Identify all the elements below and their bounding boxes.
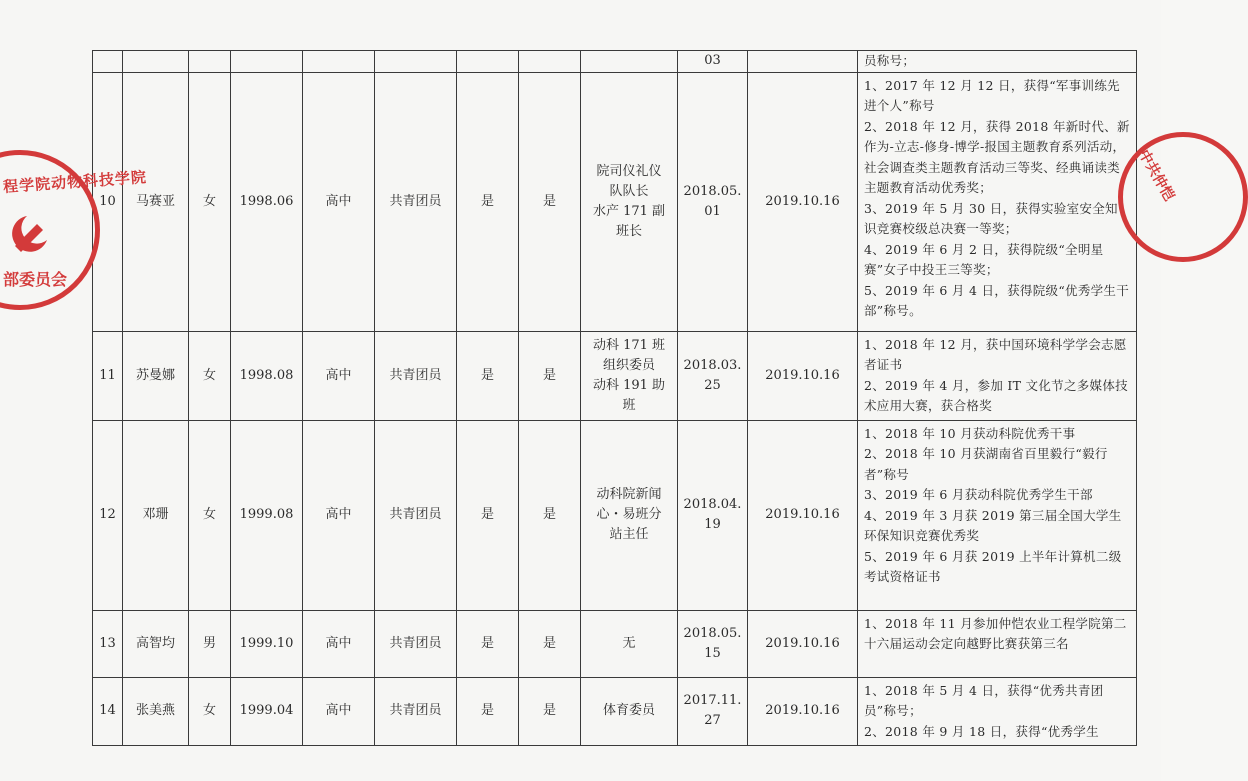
position-line: 班 [622,397,636,413]
join-date-line: 2018.04. [683,497,742,512]
member-name-cell: 马赛亚 [123,72,189,331]
table-row [93,610,1137,677]
table-row-top [93,51,1137,73]
position-line: 动科院新闻 [596,487,662,502]
awards-cell: 员称号； [858,51,1137,73]
position-line: 动科 171 班 [592,337,666,353]
date-cell: 2019.10.16 [748,420,858,610]
table-row [93,72,1137,331]
join-date-line: 25 [704,377,721,393]
qualified-1-cell: 是 [457,331,519,420]
award-item: 5、2019 年 6 月获 2019 上半年计算机二级考试资格证书 [864,548,1122,584]
table-row [93,677,1137,746]
date-cell: 2019.10.16 [748,72,858,331]
join-date-line: 15 [704,645,721,661]
position-line: 班长 [615,223,642,239]
birth-date-cell: 1999.04 [231,677,303,746]
join-date-line: 2017.11. [683,693,742,709]
qualified-1-cell: 是 [457,72,519,331]
award-item: 2、2018 年 12 月，获得 2018 年新时代、新作为-立志-修身-博学-报国主题教育系列活动，社会调查类主题教育活动三等奖、经典诵读类主题教育活动优秀奖； [864,118,1130,195]
political-status-cell: 共青团员 [375,610,457,677]
stamp-bottom-text: 部委员会 [3,270,68,289]
award-item: 2、2018 年 9 月 18 日，获得“优秀学生 [864,723,1099,739]
award-item: 3、2019 年 5 月 30 日，获得实验室安全知识竞赛校级总决赛一等奖； [864,200,1118,236]
position-line: 体育委员 [602,703,655,719]
award-item: 1、2017 年 12 月 12 日，获得“军事训练先进个人”称号 [864,77,1120,113]
qualified-2-cell: 是 [519,677,581,746]
date-cell: 2019.10.16 [748,610,858,677]
award-item: 1、2018 年 10 月获动科院优秀干事 [864,425,1076,441]
position-cell [581,420,678,610]
award-item: 1、2018 年 5 月 4 日，获得“优秀共青团员”称号； [864,682,1104,718]
row-number-cell: 10 [93,72,123,331]
member-table [92,50,1137,746]
birth-date-cell: 1998.08 [231,331,303,420]
gender-cell: 女 [189,331,231,420]
birth-date-cell: 1999.10 [231,610,303,677]
member-name-cell: 苏曼娜 [123,331,189,420]
award-item: 1、2018 年 11 月参加仲恺农业工程学院第二十六届运动会定向越野比赛获第三名 [864,615,1127,651]
join-date-cell [678,420,748,610]
education-cell: 高中 [303,72,375,331]
qualified-2-cell: 是 [519,331,581,420]
table-row [93,420,1137,610]
stamp-ring-text-right: 中共仲恺 [1135,147,1178,204]
position-line: 心・易班分 [596,507,662,522]
birth-date-cell: 1999.08 [231,420,303,610]
gender-cell: 女 [189,72,231,331]
join-date-cell [678,677,748,746]
qualified-2-cell: 是 [519,72,581,331]
join-date-cell: 03 [678,51,748,73]
row-number-cell: 13 [93,610,123,677]
position-line: 组织委员 [602,357,655,373]
award-item: 2、2018 年 10 月获湖南省百里毅行“毅行者”称号 [864,446,1108,482]
gender-cell: 男 [189,610,231,677]
join-date-line: 01 [704,203,721,219]
political-status-cell: 共青团员 [375,72,457,331]
award-item: 3、2019 年 6 月获动科院优秀学生干部 [864,487,1093,502]
education-cell: 高中 [303,331,375,420]
gender-cell: 女 [189,420,231,610]
awards-cell [858,420,1137,610]
award-item: 4、2019 年 6 月 2 日，获得院级“全明星赛”女子中投王三等奖； [864,241,1104,277]
join-date-cell [678,610,748,677]
join-date-cell [678,72,748,331]
row-number-cell: 11 [93,331,123,420]
education-cell: 高中 [303,420,375,610]
award-item: 2、2019 年 4 月，参加 IT 文化节之多媒体技术应用大赛，获合格奖 [864,377,1128,413]
position-line: 院司仪礼仪 [596,163,662,179]
qualified-1-cell: 是 [457,610,519,677]
position-line: 水产 171 副 [592,203,666,219]
party-stamp-right [1118,132,1248,262]
stamp-ring-text: 程学院动物科技学院 [2,167,148,196]
education-cell: 高中 [303,677,375,746]
date-cell: 2019.10.16 [748,331,858,420]
awards-cell [858,677,1137,746]
qualified-1-cell: 是 [457,420,519,610]
position-cell [581,677,678,746]
date-cell: 2019.10.16 [748,677,858,746]
row-number-cell: 14 [93,677,123,746]
qualified-2-cell: 是 [519,610,581,677]
award-item: 4、2019 年 3 月获 2019 第三届全国大学生环保知识竞赛优秀奖 [864,507,1122,543]
political-status-cell: 共青团员 [375,331,457,420]
member-name-cell: 邓珊 [123,420,189,610]
qualified-2-cell: 是 [519,420,581,610]
position-line: 站主任 [609,527,649,542]
birth-date-cell: 1998.06 [231,72,303,331]
award-item: 1、2018 年 12 月，获中国环境科学学会志愿者证书 [864,336,1127,372]
position-cell [581,610,678,677]
political-status-cell: 共青团员 [375,677,457,746]
gender-cell: 女 [189,677,231,746]
awards-cell [858,610,1137,677]
member-name-cell: 高智均 [123,610,189,677]
join-date-cell [678,331,748,420]
position-line: 动科 191 助 [592,377,666,393]
join-date-line: 19 [704,517,721,532]
party-emblem-icon [7,210,53,256]
row-number-cell: 12 [93,420,123,610]
join-date-line: 2018.05. [683,183,742,199]
join-date-line: 2018.03. [683,357,742,373]
position-line: 队队长 [609,183,649,199]
position-cell [581,331,678,420]
qualified-1-cell: 是 [457,677,519,746]
join-date-line: 2018.05. [683,625,742,641]
awards-cell [858,72,1137,331]
member-name-cell: 张美燕 [123,677,189,746]
position-cell [581,72,678,331]
position-line: 无 [622,635,636,651]
award-item: 5、2019 年 6 月 4 日，获得院级“优秀学生干部”称号。 [864,282,1130,318]
political-status-cell: 共青团员 [375,420,457,610]
table-row [93,331,1137,420]
join-date-line: 27 [704,713,721,729]
awards-cell [858,331,1137,420]
education-cell: 高中 [303,610,375,677]
